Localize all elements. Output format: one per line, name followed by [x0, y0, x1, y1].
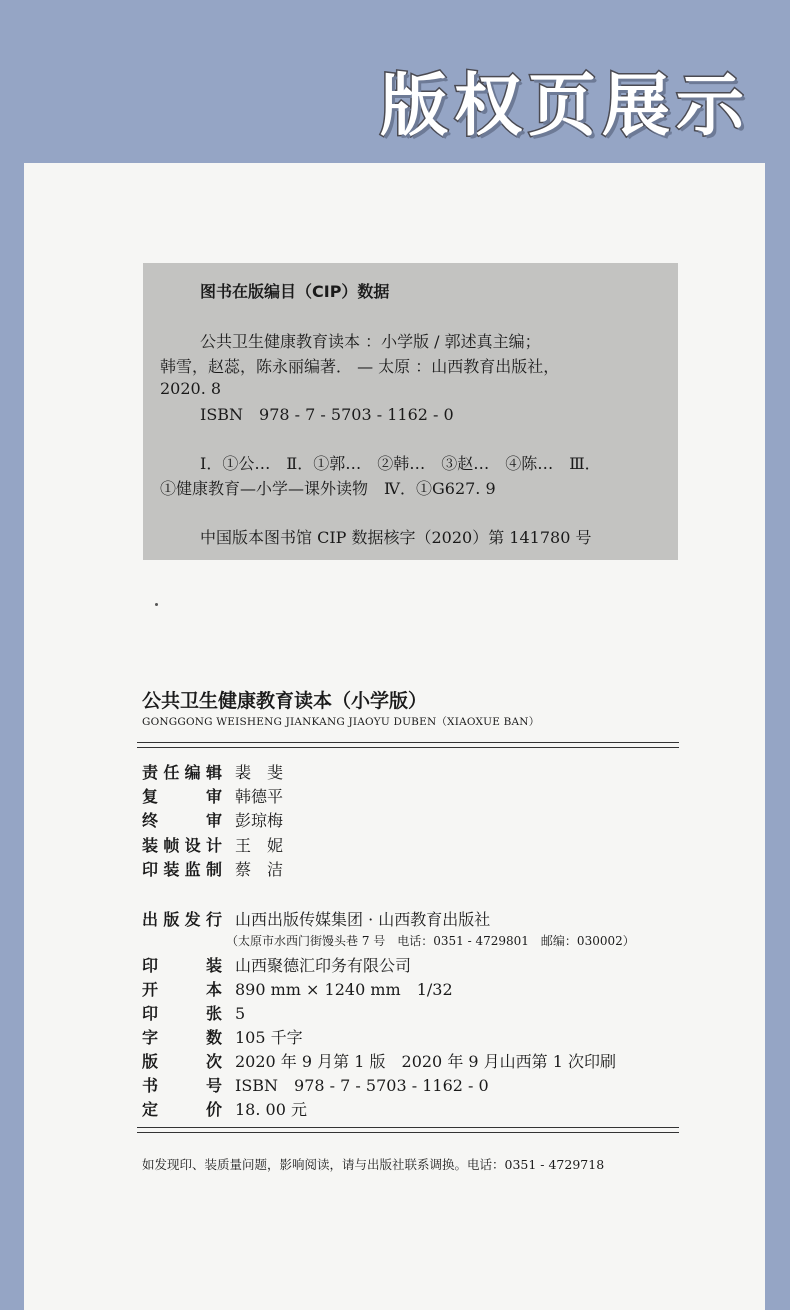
- credit-row: [142, 808, 283, 831]
- spec-value: 5: [235, 1004, 246, 1023]
- spec-value: ISBN 978 - 7 - 5703 - 1162 - 0: [235, 1076, 489, 1095]
- cip-title: 图书在版编目（CIP）数据: [200, 282, 390, 301]
- credit-value: 彭琼梅: [235, 811, 284, 830]
- copyright-page: [24, 163, 765, 1310]
- book-pinyin: GONGGONG WEISHENG JIANKANG JIAOYU DUBEN（XIAOXUE BAN）: [142, 716, 540, 728]
- divider-top-thin: [137, 747, 679, 748]
- spec-row: [142, 1001, 245, 1024]
- spec-row: [142, 1025, 303, 1048]
- divider-bottom: [137, 1132, 679, 1133]
- spec-row: [142, 953, 411, 976]
- cip-data-box: [143, 263, 678, 560]
- spec-label: 开 本: [142, 980, 222, 999]
- speck: [155, 603, 158, 606]
- publisher-address: （太原市水西门街馒头巷 7 号 电话：0351 - 4729801 邮编：030002）: [226, 934, 635, 948]
- credit-label: 装帧设计: [142, 836, 222, 855]
- credit-value: 蔡 洁: [235, 860, 284, 879]
- credit-row: [142, 833, 283, 856]
- spec-value: 山西聚德汇印务有限公司: [235, 956, 412, 975]
- spec-value: 105 千字: [235, 1028, 303, 1047]
- spec-row: [142, 1049, 616, 1072]
- cip-line-7: 中国版本图书馆 CIP 数据核字（2020）第 141780 号: [200, 528, 592, 547]
- publisher-value: 山西出版传媒集团 · 山西教育出版社: [235, 910, 491, 929]
- credit-label: 终 审: [142, 811, 222, 830]
- spec-label: 印 张: [142, 1004, 222, 1023]
- cip-line-3: 2020. 8: [160, 379, 222, 398]
- spec-row: [142, 1097, 307, 1120]
- cip-line-isbn: ISBN 978 - 7 - 5703 - 1162 - 0: [200, 405, 454, 424]
- spec-label: 版 次: [142, 1052, 222, 1071]
- credit-row: [142, 760, 283, 783]
- cip-line-2: 韩雪，赵蕊，陈永丽编著． — 太原 ：山西教育出版社，: [160, 357, 560, 376]
- cip-line-5: Ⅰ．①公… Ⅱ．①郭… ②韩… ③赵… ④陈… Ⅲ．: [200, 454, 601, 473]
- spec-label: 字 数: [142, 1028, 222, 1047]
- divider-top: [137, 742, 679, 743]
- credit-row: [142, 784, 283, 807]
- cip-line-1: 公共卫生健康教育读本 ：小学版 / 郭述真主编；: [200, 332, 541, 351]
- credit-label: 印装监制: [142, 860, 222, 879]
- credit-value: 韩德平: [235, 787, 284, 806]
- divider-bottom-thin: [137, 1127, 679, 1128]
- credit-value: 王 妮: [235, 836, 284, 855]
- footer-note: 如发现印、装质量问题，影响阅读，请与出版社联系调换。电话：0351 - 4729718: [142, 1157, 605, 1172]
- spec-value: 18. 00 元: [235, 1100, 307, 1119]
- spec-label: 定 价: [142, 1100, 222, 1119]
- spec-row: [142, 977, 453, 1000]
- credit-label: 复 审: [142, 787, 222, 806]
- publisher-label: 出版发行: [142, 910, 222, 929]
- book-title: 公共卫生健康教育读本（小学版）: [142, 690, 428, 712]
- spec-label: 书 号: [142, 1076, 222, 1095]
- credit-label: 责任编辑: [142, 763, 222, 782]
- credit-row: [142, 857, 283, 880]
- publisher-row: [142, 907, 490, 930]
- credit-value: 裴 斐: [235, 763, 284, 782]
- spec-value: 890 mm × 1240 mm 1/32: [235, 980, 453, 999]
- banner-title: 版权页展示: [379, 67, 750, 146]
- cip-line-6: ①健康教育—小学—课外读物 Ⅳ．①G627. 9: [160, 479, 496, 498]
- spec-label: 印 装: [142, 956, 222, 975]
- spec-value: 2020 年 9 月第 1 版 2020 年 9 月山西第 1 次印刷: [235, 1052, 617, 1071]
- spec-row: [142, 1073, 489, 1096]
